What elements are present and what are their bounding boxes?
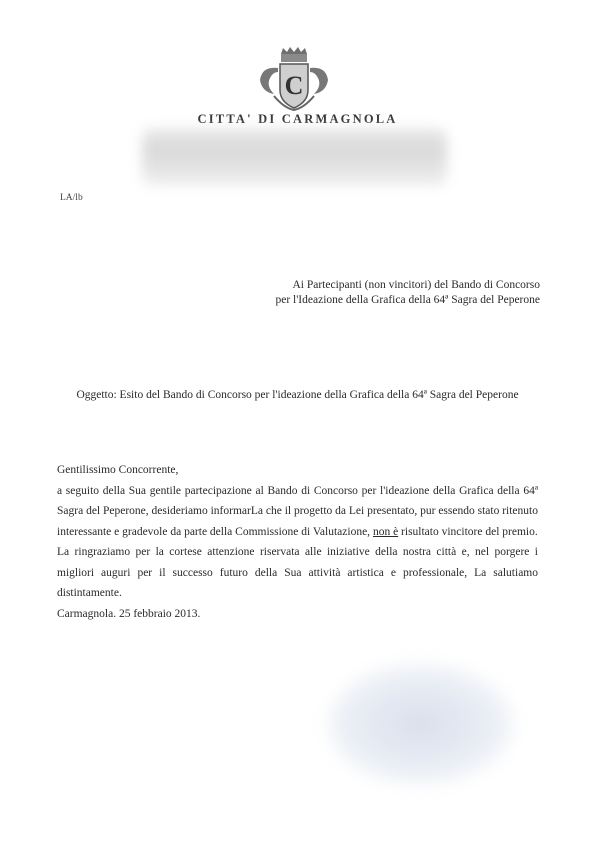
recipient-block: [240, 278, 540, 308]
paragraph-2: La ringraziamo per la cortese attenzione riservata alle iniziative della nostra città e, nel porgere i migliori auguri per il successo futuro della Sua attività artistica e professionale, La salutiamo distintamente.: [57, 546, 538, 599]
paragraph-1: [57, 481, 538, 543]
city-name-heading: CITTA' DI CARMAGNOLA: [197, 112, 398, 126]
recipient-line-2: per l'Ideazione della Grafica della 64ª Sagra del Peperone: [275, 294, 540, 306]
subject-line: Oggetto: Esito del Bando di Concorso per l'ideazione della Grafica della 64ª Sagra del Peperone: [76, 389, 519, 401]
blurred-address-block: [142, 128, 447, 186]
closing-date: Carmagnola. 25 febbraio 2013.: [57, 607, 201, 620]
letter-body: [57, 460, 538, 624]
underlined-text: non è: [372, 525, 399, 538]
paragraph-1-end: risultato vincitore del premio.: [398, 525, 538, 538]
city-crest-icon: [254, 46, 334, 114]
recipient-line-1: Ai Partecipanti (non vincitori) del Bando di Concorso: [292, 279, 540, 291]
paragraph-1-start: a seguito della Sua gentile partecipazione al Bando di Concorso per l'ideazione della Grafica della 64ª Sagra del Peperone, desideriamo informarLa che il progetto da Lei presentato, pur essendo stato ritenuto interessante e gradevole da parte della Commissione di Valutazione,: [57, 484, 538, 538]
greeting: Gentilissimo Concorrente,: [57, 464, 179, 476]
blurred-stamp-signature: [328, 664, 513, 784]
reference-code: LA/lb: [60, 193, 83, 203]
svg-text:C: C: [284, 71, 304, 100]
